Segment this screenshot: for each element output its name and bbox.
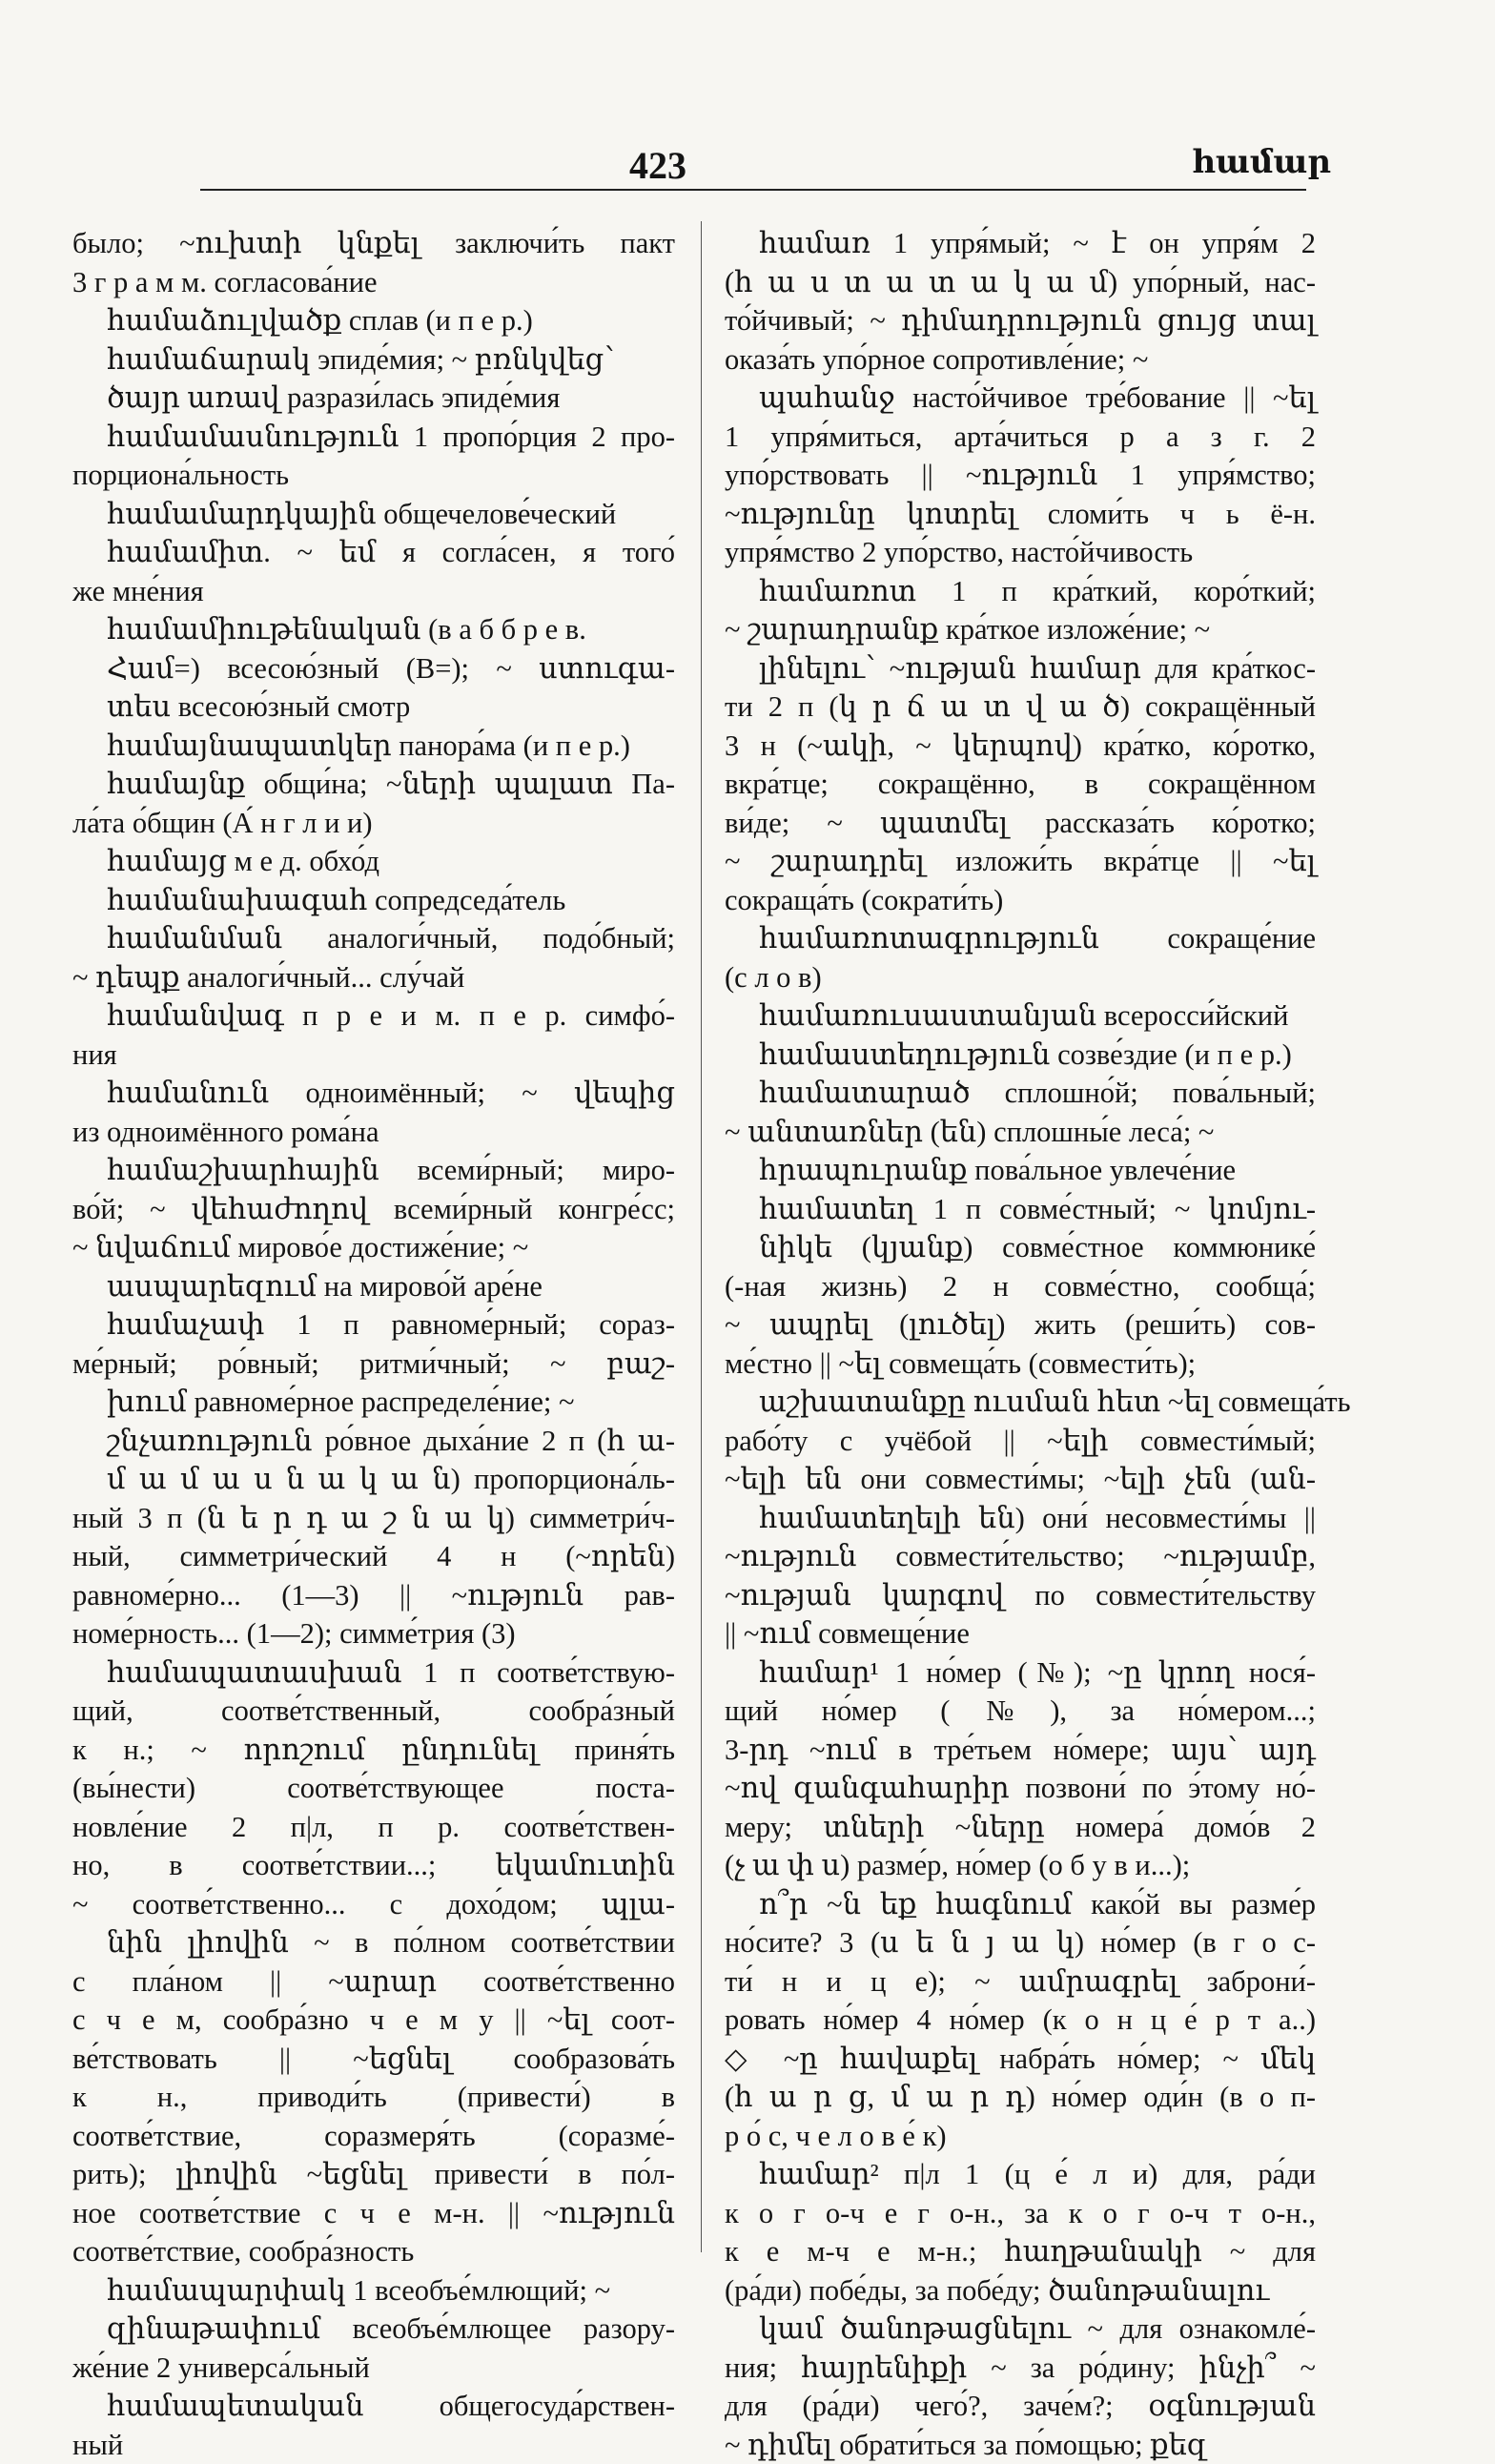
dictionary-line: ви́де; ~ պատմել рассказа́ть ко́ротко; [725, 804, 1316, 843]
dictionary-line: с пла́ном || ~արար соотве́тственно [72, 1962, 675, 2002]
dictionary-line: ти 2 п (կ ր ճ ա տ վ ա ծ) сокращённый [725, 688, 1316, 727]
dictionary-line: соотве́тствие, соразмеря́ть (соразме́- [72, 2117, 675, 2156]
dictionary-line: համառուսաստանյան всеросси́йский [725, 996, 1316, 1036]
dictionary-line: ме́стно || ~ել совмеща́ть (совмести́ть); [725, 1345, 1316, 1384]
dictionary-line: պահանջ насто́йчивое тре́бование || ~ել [725, 379, 1316, 418]
dictionary-line: 1 упря́миться, арта́читься р а з г. 2 [725, 418, 1316, 457]
dictionary-line: но́сите? 3 (ս ե ն յ ա կ) но́мер (в г о с- [725, 1923, 1316, 1962]
dictionary-line: из одноимённого рома́на [72, 1113, 675, 1152]
dictionary-line: ти́ н и ц е); ~ ամրագրել заброни́- [725, 1962, 1316, 2002]
dictionary-line: համամարդկային общечелове́ческий [72, 495, 675, 534]
dictionary-line: Համ=) всесою́зный (В=); ~ ստուգա- [72, 649, 675, 688]
dictionary-line: вкра́тце; сокращённо, в сокращённом [725, 765, 1316, 804]
dictionary-line: ասպարեզում на мирово́й аре́не [72, 1267, 675, 1306]
dictionary-line: համատեղելի են) они́ несовмести́мы || [725, 1499, 1316, 1538]
dictionary-line: 3 г р а м м. согласова́ние [72, 263, 675, 302]
left-column [72, 224, 675, 2274]
dictionary-line: ~ շարադրանք кра́ткое изложе́ние; ~ [725, 610, 1316, 649]
dictionary-line: 3 н (~ակի, ~ կերպով) кра́тко, ко́ротко, [725, 727, 1316, 766]
dictionary-line: во́й; ~ վեհաժողով всеми́рный конгре́сс; [72, 1190, 675, 1229]
dictionary-line: (вы́нести) соотве́тствующее поста- [72, 1769, 675, 1808]
dictionary-line: լինելու՝ ~ության համար для кра́ткос- [725, 649, 1316, 688]
dictionary-line: ный 3 п (ն ե ր դ ա շ ն ա կ) симметри́ч- [72, 1499, 675, 1538]
dictionary-line: то́йчивый; ~ դիմադրություն ցույց տալ [725, 301, 1316, 340]
dictionary-line: ~ ապրել (լուծել) жить (реши́ть) сов- [725, 1305, 1316, 1345]
dictionary-line: р о́ с, ч е л о в е́ к) [725, 2117, 1316, 2156]
dictionary-line: равноме́рно... (1—3) || ~ություն рав- [72, 1576, 675, 1615]
dictionary-line: ~ով զանգահարիր позвони́ по э́тому но́- [725, 1769, 1316, 1808]
dictionary-line: ве́тствовать || ~եցնել сообразова́ть [72, 2040, 675, 2079]
dictionary-line: щий но́мер (№), за но́мером...; [725, 1692, 1316, 1731]
page-number: 423 [629, 143, 686, 188]
dictionary-line: ծայր առավ разрази́лась эпиде́мия [72, 379, 675, 418]
dictionary-line: ный, симметри́ческий 4 н (~որեն) [72, 1537, 675, 1576]
dictionary-line: աշխատանքը ուսման հետ ~ել совмеща́ть [725, 1383, 1316, 1422]
dictionary-line: ~ դեպք аналоги́чный... слу́чай [72, 958, 675, 997]
dictionary-line: համար¹ 1 но́мер (№); ~ը կրող нося́- [725, 1653, 1316, 1693]
dictionary-line: (հ ա ս տ ա տ ա կ ա մ) упо́рный, нас- [725, 263, 1316, 302]
dictionary-line: համապատասխան 1 п соотве́тствую- [72, 1653, 675, 1693]
dictionary-line: 3-րդ ~ում в тре́тьем но́мере; այս՝ այդ [725, 1731, 1316, 1770]
dictionary-line: (-ная жизнь) 2 н совме́стно, сообща́; [725, 1267, 1316, 1306]
dictionary-line: к н.; ~ որոշում ընդունել приня́ть [72, 1731, 675, 1770]
dictionary-line: упря́мство 2 упо́рство, насто́йчивость [725, 533, 1316, 572]
header-rule [200, 189, 1306, 191]
dictionary-line: ное соотве́тствие с ч е м-н. || ~ություն [72, 2194, 675, 2233]
dictionary-line: զինաթափում всеобъе́млющее разору- [72, 2310, 675, 2349]
right-column [725, 224, 1316, 2274]
dictionary-line: (ра́ди) побе́ды, за побе́ду; ծանոթանալու [725, 2271, 1316, 2310]
dictionary-line: ~ соотве́тственно... с дохо́дом; պլա- [72, 1885, 675, 1924]
dictionary-line: оказа́ть упо́рное сопротивле́ние; ~ [725, 340, 1316, 380]
dictionary-line: համայց м е д. обхо́д [72, 842, 675, 881]
dictionary-line: համատարած сплошно́й; пова́льный; [725, 1074, 1316, 1113]
dictionary-line: համար² п|л 1 (ц е́ л и) для, ра́ди [725, 2155, 1316, 2194]
dictionary-line: было; ~ուխտի կնքել заключи́ть пакт [72, 224, 675, 263]
dictionary-line: ла́та о́бщин (А́ н г л и и) [72, 804, 675, 843]
dictionary-line: համանման аналоги́чный, подо́бный; [72, 919, 675, 958]
dictionary-line: տես всесою́зный смотр [72, 688, 675, 727]
dictionary-line: ~ դիմել обрати́ться за по́мощью; քեզ [725, 2426, 1316, 2464]
dictionary-line: համամիութենական (в а б б р е в. [72, 610, 675, 649]
dictionary-line: համայնապատկեր панора́ма (и п е р.) [72, 727, 675, 766]
dictionary-line: новле́ние 2 п|л, п р. соотве́тствен- [72, 1808, 675, 1847]
dictionary-line: ~ության կարգով по совмести́тельству [725, 1576, 1316, 1615]
dictionary-line: մ ա մ ա ս ն ա կ ա ն) пропорциона́ль- [72, 1460, 675, 1499]
dictionary-line: (հ ա ր ց, մ ա ր դ) но́мер оди́н (в о п- [725, 2078, 1316, 2117]
dictionary-line: ~ելի են они совмести́мы; ~ելի չեն (ան- [725, 1460, 1316, 1499]
dictionary-line: համամիտ. ~ եմ я согла́сен, я того́ [72, 533, 675, 572]
column-divider [701, 221, 702, 2252]
dictionary-line: с ч е м, сообра́зно ч е м у || ~ել соот- [72, 2001, 675, 2040]
dictionary-line: համատեղ 1 п совме́стный; ~ կոմյու- [725, 1190, 1316, 1229]
dictionary-line: но, в соотве́тствии...; եկամուտին [72, 1846, 675, 1885]
dictionary-line: же́ние 2 универса́льный [72, 2349, 675, 2388]
dictionary-line: համառ 1 упря́мый; ~ է он упря́м 2 [725, 224, 1316, 263]
dictionary-line: կամ ծանոթացնելու ~ для ознакомле́- [725, 2310, 1316, 2349]
dictionary-line: ме́рный; ро́вный; ритми́чный; ~ բաշ- [72, 1345, 675, 1384]
dictionary-line: համաճարակ эпиде́мия; ~ բռնկվեց՝ [72, 340, 675, 380]
dictionary-line: номе́рность... (1—2); симме́трия (3) [72, 1614, 675, 1653]
dictionary-line: հրապուրանք пова́льное увлече́ние [725, 1151, 1316, 1190]
dictionary-line: (չ ա փ ս) разме́р, но́мер (о б у в и...); [725, 1846, 1316, 1885]
dictionary-line: ~ նվաճում мирово́е достиже́ние; ~ [72, 1228, 675, 1267]
dictionary-line: сокраща́ть (сократи́ть) [725, 881, 1316, 920]
dictionary-line: ~ շարադրել изложи́ть вкра́тце || ~ել [725, 842, 1316, 881]
dictionary-line: меру; տների ~ները номера́ домо́в 2 [725, 1808, 1316, 1847]
dictionary-line: ния; հայրենիքի ~ за ро́дину; ինչի՞ ~ [725, 2349, 1316, 2388]
dictionary-line: же мне́ния [72, 572, 675, 611]
dictionary-line: խում равноме́рное распределе́ние; ~ [72, 1383, 675, 1422]
dictionary-line: || ~ում совмеще́ние [725, 1614, 1316, 1653]
dictionary-line: к н., приводи́ть (привести́) в [72, 2078, 675, 2117]
dictionary-line: համամասնություն 1 пропо́рция 2 про- [72, 418, 675, 457]
dictionary-line: շնչառություն ро́вное дыха́ние 2 п (հ ա- [72, 1422, 675, 1461]
dictionary-line: համաձուլվածք сплав (и п е р.) [72, 301, 675, 340]
dictionary-line: համաշխարհային всеми́рный; миро- [72, 1151, 675, 1190]
dictionary-line: для (ра́ди) чего́?, заче́м?; օգնության [725, 2387, 1316, 2426]
dictionary-line: щий, соотве́тственный, сообра́зный [72, 1692, 675, 1731]
dictionary-line: рабо́ту с учёбой || ~ելի совмести́мый; [725, 1422, 1316, 1461]
dictionary-line: ◇ ~ը հավաքել набра́ть но́мер; ~ մեկ [725, 2040, 1316, 2079]
dictionary-line: ный [72, 2426, 675, 2464]
dictionary-line: ո՞ր ~ն եք հագնում како́й вы разме́р [725, 1885, 1316, 1924]
dictionary-line: համայնք общи́на; ~ների պալատ Па- [72, 765, 675, 804]
dictionary-line: նին լիովին ~ в по́лном соотве́тствии [72, 1923, 675, 1962]
dictionary-line: ~ություն совмести́тельство; ~ությամբ, [725, 1537, 1316, 1576]
dictionary-line: համանուն одноимённый; ~ վեպից [72, 1074, 675, 1113]
running-head: համար [1192, 143, 1331, 181]
dictionary-line: համանվագ п р е и м. п е р. симфо́- [72, 996, 675, 1036]
dictionary-line: рить); լիովին ~եցնել привести́ в по́л- [72, 2155, 675, 2194]
dictionary-line: (с л о в) [725, 958, 1316, 997]
dictionary-line: համաչափ 1 п равноме́рный; сораз- [72, 1305, 675, 1345]
dictionary-line: ~ությունը կոտրել сломи́ть ч ь ё-н. [725, 495, 1316, 534]
dictionary-line: համապարփակ 1 всеобъе́млющий; ~ [72, 2271, 675, 2310]
dictionary-line: համառոտագրություն сокраще́ние [725, 919, 1316, 958]
dictionary-line: ровать но́мер 4 но́мер (к о н ц е́ р т а..) [725, 2001, 1316, 2040]
dictionary-line: ния [72, 1036, 675, 1075]
dictionary-line: к е м-ч е м-н.; հաղթանակի ~ для [725, 2232, 1316, 2271]
dictionary-line: к о г о-ч е г о-н., за к о г о-ч т о-н., [725, 2194, 1316, 2233]
dictionary-line: порциона́льность [72, 456, 675, 495]
dictionary-line: նիկե (կյանք) совме́стное коммюнике́ [725, 1228, 1316, 1267]
dictionary-line: упо́рствовать || ~ություն 1 упря́мство; [725, 456, 1316, 495]
dictionary-line: համաստեղություն созве́здие (и п е р.) [725, 1036, 1316, 1075]
dictionary-line: համանախագահ сопредседа́тель [72, 881, 675, 920]
dictionary-line: համապետական общегосуда́рствен- [72, 2387, 675, 2426]
dictionary-line: համառոտ 1 п кра́ткий, коро́ткий; [725, 572, 1316, 611]
page-header [0, 0, 1495, 191]
dictionary-line: ~ անտառներ (են) сплошны́е леса́; ~ [725, 1113, 1316, 1152]
dictionary-line: соотве́тствие, сообра́зность [72, 2232, 675, 2271]
